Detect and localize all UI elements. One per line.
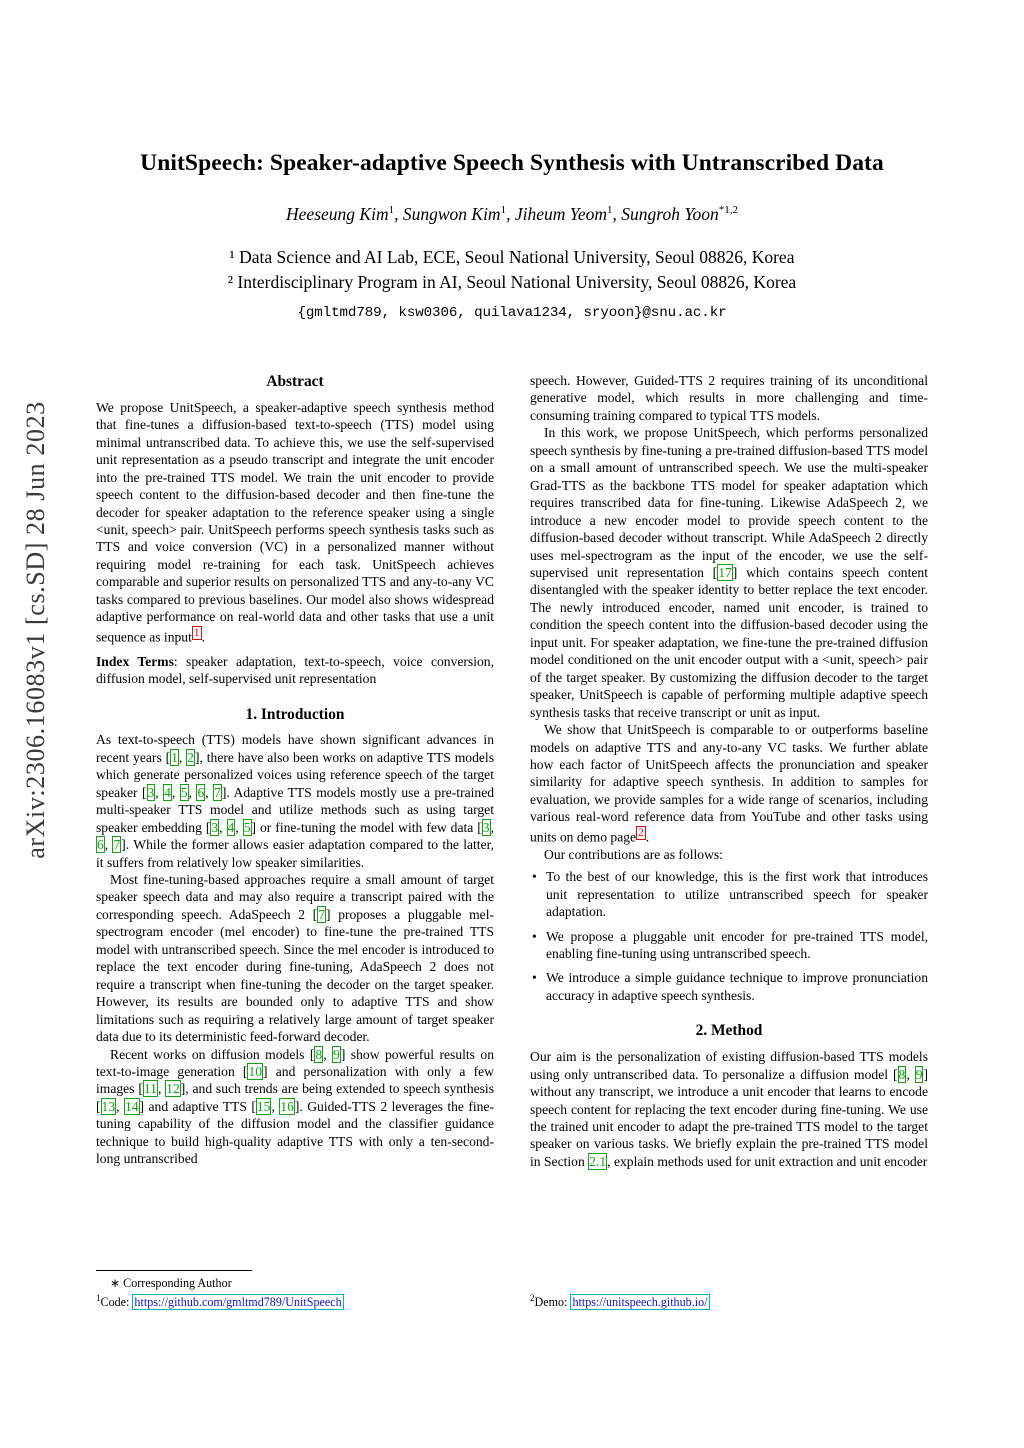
right-column [530,372,928,1170]
right-p2-a: We show that UnitSpeech is comparable to or outperforms baseline models on adaptive TTS and any-to-any VC tasks. We further ablate how each factor of UnitSpeech affects the pronunciation and speaker similarity for adaptive speech synthesis. In addition to samples for evaluation, we provide samples for a wide range of scenarios, including various real-word reference data from YouTube and other tasks using units on demo page [530,722,928,845]
intro-p3-a: Recent works on diffusion models [ [110,1046,315,1062]
citation-3[interactable]: 3 [147,784,155,800]
footnote-code [96,1292,494,1310]
intro-p2-a: Most fine-tuning-based approaches require a small amount of target speaker speech data and may also require a transcript paired with the corresponding speech. AdaSpeech 2 [ [96,872,494,922]
intro-p3-c: ] and personalization with only a few images [ [96,1063,494,1097]
section-ref-2-1[interactable]: 2.1 [589,1153,607,1169]
citation-3c[interactable]: 3 [482,819,490,835]
contributions-list [530,868,928,1004]
authors-text: Heeseung Kim$^1$, Sungwon Kim$^1$, Jiheum Yeom$^1$, Sungroh Yoon$^{*1,2}$ [286,204,738,224]
citation-5b[interactable]: 5 [243,819,251,835]
intro-p3-d: ], and such trends are being extended to speech synthesis [ [96,1081,495,1114]
list-item: • We introduce a simple guidance technique to improve pronunciation accuracy in adaptive speech synthesis. [546,969,928,1004]
intro-p3-b: ] show powerful results on text-to-image generation [ [96,1046,494,1079]
right-paragraph-0: speech. However, Guided-TTS 2 requires training of its unconditional generative model, which results in more challenging and time-consuming training compared to typical TTS models. [530,373,928,423]
citation-8b[interactable]: 8 [898,1066,906,1082]
citation-16[interactable]: 16 [280,1098,294,1114]
index-terms-label: Index Terms [96,653,174,669]
code-link[interactable]: https://github.com/gmltmd789/UnitSpeech [134,1294,342,1309]
right-paragraph-2 [530,721,928,846]
index-terms [96,653,494,688]
arxiv-stamp: arXiv:2306.16083v1 [cs.SD] 28 Jun 2023 [21,401,50,859]
intro-paragraph-3: Recent works on diffusion models [8, 9] show powerful results on text-to-image generation [10] and personalization with only a few images [11, 12], and such trends are being extended to speech synthesis [13, 14] and adaptive TTS [15, 16]. Guided-TTS 2 leverages the fine-tuning capability of the diffusion model and the classifier guidance technique to build high-quality adaptive TTS with only a ten-second-long untranscribed [96,1046,495,1167]
footnote-code-label: Code: [100,1294,133,1309]
citation-9b[interactable]: 9 [915,1066,923,1082]
author-emails: {gmltmd789, ksw0306, quilava1234, sryoon}@snu.ac.kr [297,304,727,321]
citation-4b[interactable]: 4 [227,819,235,835]
intro-p3-f: ]. Guided-TTS 2 leverages the fine-tuning capability of the diffusion model and the classifier guidance technique to build high-quality adaptive TTS with only a ten-second-long untranscribed [96,1098,495,1167]
footnote-marker-2: 2 [530,1292,535,1303]
abstract-footnote-marker[interactable]: 1 [193,626,200,639]
citation-17[interactable]: 17 [718,564,732,580]
abstract-text-end: . [201,629,205,645]
list-item: • We propose a pluggable unit encoder for pre-trained TTS model, enabling fine-tuning using untranscribed speech. [546,928,928,963]
method-p1-b: ] without any transcript, we introduce a unit encoder that learns to encode speech content for replacing the text encoder during fine-tuning. We use the trained unit encoder to adapt the pre-trained TTS model to the target speaker on various tasks. We briefly explain the pre-trained TTS model in Section [530,1066,929,1169]
demo-footnote-marker[interactable]: 2 [638,826,644,839]
intro-p1-a: As text-to-speech (TTS) models have shown significant advances in recent years [ [96,732,494,765]
method-heading: 2. Method [695,1022,763,1040]
abstract-heading: Abstract [266,373,324,390]
affiliation-2: ² Interdisciplinary Program in AI, Seoul National University, Seoul 08826, Korea [227,272,797,293]
footnote-marker-1: 1 [96,1292,101,1303]
intro-paragraph-1: As text-to-speech (TTS) models have shown significant advances in recent years [1, 2], there have also been works on adaptive TTS models which generate personalized voices using reference speech of the target speaker [3, 4, 5, 6, 7]. Adaptive TTS models mostly use a pre-trained multi-speaker TTS model and utilize methods such as using target speaker embedding [3, 4, 5] or fine-tuning the model with few data [3, 6, 7]. While the former allows easier adaptation compared to the latter, it suffers from relatively low speaker similarities. [96,732,495,870]
introduction-heading: 1. Introduction [245,705,345,723]
citation-6[interactable]: 6 [197,784,205,800]
abstract-paragraph [96,399,494,646]
page-title: UnitSpeech: Speaker-adaptive Speech Synthesis with Untranscribed Data [140,150,884,176]
list-item: • To the best of our knowledge, this is the first work that introduces unit representation to utilize untranscribed speech for speaker adaptation. [546,868,928,920]
method-p1-c: , explain methods used for unit extraction and unit encoder [607,1153,928,1169]
paper-content [96,0,928,1448]
intro-p1-e: ] or fine-tuning the model with few data [ [251,819,482,835]
intro-p1-c: ], there have also been works on adaptive TTS models which generate personalized voices using reference speech of the target speaker [ [96,749,494,800]
citation-7c[interactable]: 7 [318,906,326,922]
method-paragraph-1: Our aim is the personalization of existing diffusion-based TTS models using only untranscribed data. To personalize a diffusion model [8, 9] without any transcript, we introduce a unit encoder that learns to encode speech content for replacing the text encoder during fine-tuning. We use the trained unit encoder to adapt the pre-trained TTS model to the target speaker on various tasks. We briefly explain the pre-trained TTS model in Section 2.1, explain methods used for unit extraction and unit encoder [530,1049,929,1169]
citation-7b[interactable]: 7 [113,837,121,853]
right-p1-a: In this work, we propose UnitSpeech, which performs personalized speech synthesis by fine-tuning a pre-trained diffusion-based TTS model on a small amount of untranscribed speech. We use the multi-speaker Grad-TTS as the backbone TTS model for speaker adaptation which requires transcribed data for fine-tuning. Likewise AdaSpeech 2, we introduce a new encoder model to provide speech content to the diffusion-based decoder without transcript. While AdaSpeech 2 directly uses mel-spectrogram as the input of the encoder, we use the self-supervised unit representation [ [530,425,928,580]
index-terms-text: : speaker adaptation, text-to-speech, voice conversion, diffusion model, self-supervised unit representation [96,653,494,687]
author-list [96,204,928,225]
citation-11[interactable]: 11 [143,1081,157,1097]
footnote-block-left [96,1260,494,1310]
citation-2[interactable]: 2 [187,749,194,765]
citation-3b[interactable]: 3 [211,819,219,835]
citation-15[interactable]: 15 [256,1098,271,1114]
citation-4[interactable]: 4 [164,784,171,800]
contributions-intro: Our contributions are as follows: [544,846,723,862]
demo-link[interactable]: https://unitspeech.github.io/ [572,1294,708,1309]
footnote-demo [530,1292,928,1310]
citation-13[interactable]: 13 [101,1098,116,1114]
citation-9[interactable]: 9 [333,1046,340,1062]
footnote-corresponding: ∗ Corresponding Author [110,1276,232,1291]
citation-6b[interactable]: 6 [97,837,104,853]
intro-paragraph-2 [96,871,494,1046]
right-paragraph-1 [530,424,928,721]
intro-p2-b: ] proposes a pluggable mel-spectrogram encoder (mel encoder) to fine-tune the pre-trained TTS model with untranscribed speech. Since the mel encoder is introduced to replace the text encoder during fine-tuning, AdaSpeech 2 does not require a transcript when fine-tuning the decoder on the target speaker. However, its results are bounded only to adaptive TTS and show limitations such as requiring a relatively large amount of target speaker data due to its deterministic feed-forward decoder. [96,906,495,1045]
right-p2-b: . [645,829,650,845]
citation-14[interactable]: 14 [124,1098,139,1114]
intro-p1-f: ]. While the former allows easier adaptation compared to the latter, it suffers from relatively low speaker similarities. [96,837,494,870]
footnote-block-right [530,1292,928,1310]
citation-1[interactable]: 1 [171,749,178,765]
left-column [96,372,494,1170]
affiliations [96,245,928,296]
citation-7[interactable]: 7 [214,784,221,800]
citation-12[interactable]: 12 [166,1081,180,1097]
footnote-divider [96,1270,252,1271]
abstract-text: We propose UnitSpeech, a speaker-adaptive speech synthesis method that fine-tunes a diffusion-based text-to-speech (TTS) model using minimal untranscribed data. To achieve this, we use the self-supervised unit representation as a pseudo transcript and integrate the unit encoder into the pre-trained TTS model. We train the unit encoder to provide speech content to the diffusion-based decoder and then fine-tune the decoder for speaker adaptation to the reference speaker using a single <unit, speech> pair. UnitSpeech performs speech synthesis tasks such as TTS and voice conversion (VC) in a personalized manner without requiring model re-training for each task. UnitSpeech achieves comparable and superior results on personalized TTS and any-to-any VC tasks compared to previous baselines. Our model also shows widespread adaptive performance on real-world data and other tasks that use a unit sequence as input [96,399,494,645]
intro-p1-d: ]. Adaptive TTS models mostly use a pre-trained multi-speaker TTS model and utilize methods such as using target speaker embedding [ [96,784,495,835]
method-p1-a: Our aim is the personalization of existing diffusion-based TTS models using only untranscribed data. To personalize a diffusion model [ [530,1049,928,1082]
right-p1-b: ] which contains speech content disentangled with the speaker identity to better replace the text encoder. The newly introduced encoder, named unit encoder, is trained to condition the speech content into the diffusion-based decoder using the input unit. For speaker adaptation, we fine-tune the pre-trained diffusion model conditioned on the unit encoder output with a <unit, speech> pair of the target speaker. By customizing the diffusion decoder to the target speaker, UnitSpeech is capable of performing multiple adaptive speech synthesis tasks that receive transcript or unit as input. [530,564,928,720]
citation-8[interactable]: 8 [315,1046,323,1062]
citation-10[interactable]: 10 [248,1063,263,1079]
citation-5[interactable]: 5 [180,784,188,800]
two-column-body [96,372,928,1170]
affiliation-1: ¹ Data Science and AI Lab, ECE, Seoul National University, Seoul 08826, Korea [229,247,795,267]
intro-p3-e: ] and adaptive TTS [ [139,1098,256,1114]
footnote-demo-label: Demo: [534,1294,571,1309]
intro-p1-b: , [178,749,187,765]
